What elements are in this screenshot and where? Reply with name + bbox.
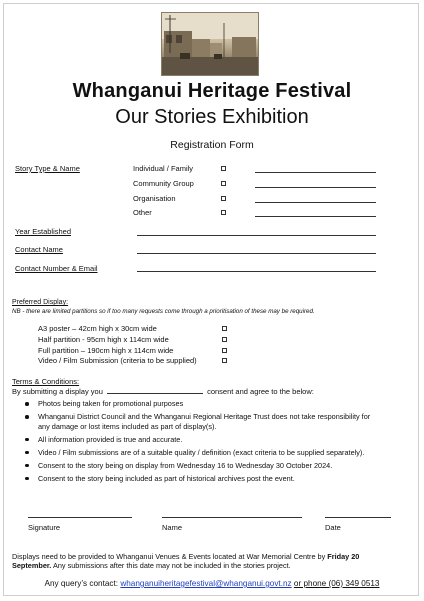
full-partition-checkbox[interactable]: [222, 348, 227, 353]
heritage-street-photo: [161, 12, 259, 76]
contact-name-label: Contact Name: [15, 245, 63, 254]
name-label: Name: [162, 523, 183, 532]
signature-label: Signature: [28, 523, 61, 532]
date-line[interactable]: [325, 517, 391, 518]
terms-item: Consent to the story being included as part of historical archives post the event.: [12, 474, 382, 484]
option-individual-family: Individual / Family: [133, 164, 194, 173]
terms-item: Photos being taken for promotional purposes: [12, 399, 382, 409]
contact-label: Any query’s contact:: [44, 579, 119, 588]
terms-list: [12, 399, 382, 487]
name-line[interactable]: [162, 517, 302, 518]
signature-line[interactable]: [28, 517, 132, 518]
option-video-film: Video / Film Submission (criteria to be supplied): [38, 356, 197, 365]
option-community-group: Community Group: [133, 179, 194, 188]
terms-name-line[interactable]: [107, 393, 203, 394]
contact-number-email-line[interactable]: [137, 271, 376, 272]
option-organisation: Organisation: [133, 194, 176, 203]
other-checkbox[interactable]: [221, 210, 226, 215]
deadline-text: Displays need to be provided to Whanganui Venues & Events located at War Memorial Centre by: [12, 552, 326, 561]
terms-item: Consent to the story being on display from Wednesday 16 to Wednesday 30 October 2024.: [12, 461, 382, 471]
community-group-name-line[interactable]: [255, 187, 376, 188]
contact-name-line[interactable]: [137, 253, 376, 254]
festival-title: Whanganui Heritage Festival: [72, 80, 352, 102]
exhibition-subtitle: Our Stories Exhibition: [115, 106, 309, 128]
terms-intro-after: consent and agree to the below:: [207, 387, 314, 396]
preferred-display-heading: Preferred Display:: [12, 299, 69, 306]
other-name-line[interactable]: [255, 216, 376, 217]
terms-heading: Terms & Conditions:: [12, 377, 80, 386]
organisation-checkbox[interactable]: [221, 196, 226, 201]
form-name: Registration Form: [170, 139, 254, 151]
terms-item: All information provided is true and accurate.: [12, 435, 382, 445]
option-full-partition: Full partition – 190cm high x 114cm wide: [38, 346, 174, 355]
date-label: Date: [325, 523, 341, 532]
display-note: NB - there are limited partitions so if too many requests come through a prioritisation of these may be required.: [12, 308, 315, 315]
terms-intro: [12, 387, 314, 396]
a3-poster-checkbox[interactable]: [222, 326, 227, 331]
street-photo-illustration: [162, 13, 258, 75]
contact-line: [0, 579, 424, 588]
year-established-line[interactable]: [137, 235, 376, 236]
option-a3-poster: A3 poster – 42cm high x 30cm wide: [38, 324, 157, 333]
community-group-checkbox[interactable]: [221, 181, 226, 186]
story-type-label: Story Type & Name: [15, 164, 80, 173]
terms-intro-before: By submitting a display you: [12, 387, 103, 396]
year-established-label: Year Established: [15, 227, 72, 236]
organisation-name-line[interactable]: [255, 202, 376, 203]
individual-family-checkbox[interactable]: [221, 166, 226, 171]
contact-number-email-label: Contact Number & Email: [15, 264, 98, 273]
submission-deadline-note: [12, 552, 398, 571]
contact-phone: or phone (06) 349 0513: [293, 579, 380, 588]
video-film-checkbox[interactable]: [222, 358, 227, 363]
individual-family-name-line[interactable]: [255, 172, 376, 173]
late-submission-text: Any submissions after this date may not be included in the stories project.: [52, 561, 291, 571]
half-partition-checkbox[interactable]: [222, 337, 227, 342]
terms-item: Video / Film submissions are of a suitable quality / definition (exact criteria to be supplied separately).: [12, 448, 382, 458]
terms-item: Whanganui District Council and the Whanganui Regional Heritage Trust does not take responsibility for any damage or lost items included as part of display(s).: [12, 412, 382, 431]
contact-email-link[interactable]: whanganuiheritagefestival@whanganui.govt.nz: [120, 579, 292, 588]
option-other: Other: [133, 208, 152, 217]
option-half-partition: Half partition - 95cm high x 114cm wide: [38, 335, 169, 344]
deadline-date: Friday 20 September.: [12, 552, 360, 571]
